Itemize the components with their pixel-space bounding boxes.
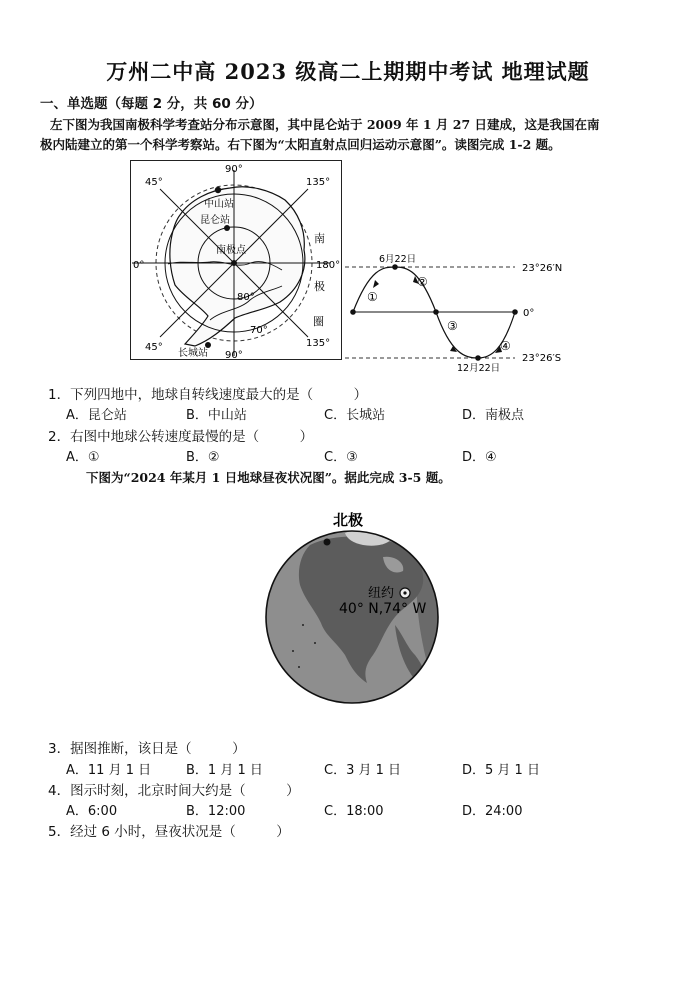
q3-option-d: D．5 月 1 日 [462,763,540,778]
q1-option-b: B．中山站 [186,408,247,423]
dec22-label: 12月22日 [457,363,501,374]
q2-option-a: A．① [66,450,100,465]
marker-3: ③ [447,319,458,333]
q3-option-c: C．3 月 1 日 [324,763,402,778]
q3-option-b: B．1 月 1 日 [186,763,263,778]
lon-90-bottom: 90° [225,350,243,360]
circle-char-1: 南 [314,232,325,245]
q2-option-b: B．② [186,450,220,465]
lon-45-nw: 45° [145,177,163,188]
q1-option-a: A．昆仑站 [66,408,127,423]
q2-option-d: D．④ [462,450,497,465]
q4-option-b: B．12:00 [186,804,246,819]
circle-char-2: 极 [314,280,325,293]
zhongshan-dot [215,187,221,193]
north-pole-dot [324,539,331,546]
north-pole-label: 北极 [333,511,364,529]
sun-direct-point-chart [345,250,575,375]
q5-stem: 5．经过 6 小时，昼夜状况是（ ） [48,824,290,840]
q1-option-c: C．长城站 [324,408,386,423]
lon-45-sw: 45° [145,342,163,353]
section-heading: 一、单选题（每题 2 分，共 60 分） [40,96,263,112]
zhongshan-label: 中山站 [204,199,234,210]
intro-line-2: 极内陆建立的第一个科学考察站。右下图为“太阳直射点回归运动示意图”。读图完成 1-2 题。 [40,137,561,152]
new-york-coords: 40° N,74° W [339,601,427,617]
q3-option-a: A．11 月 1 日 [66,763,152,778]
marker-1: ① [367,290,378,304]
tropic-n-label: 23°26′N [522,263,563,274]
q4-stem: 4．图示时刻，北京时间大约是（ ） [48,783,300,799]
lon-135-ne: 135° [306,177,331,188]
intro-2: 下图为“2024 年某月 1 日地球昼夜状况图”。据此完成 3-5 题。 [86,470,451,485]
kunlun-label: 昆仑站 [200,215,230,226]
equator-label: 0° [523,308,535,319]
marker-2: ② [417,275,428,289]
q4-option-a: A．6:00 [66,804,118,819]
changcheng-label: 长城站 [178,348,208,359]
jun22-label: 6月22日 [379,254,417,265]
q1-stem: 1．下列四地中，地球自转线速度最大的是（ ） [48,387,368,403]
q2-stem: 2．右图中地球公转速度最慢的是（ ） [48,429,314,445]
page-title: 万州二中高 2023 级高二上期期中考试 地理试题 [106,59,590,84]
lat-70: 70° [250,325,268,336]
globe-day-night-figure [255,505,450,705]
q2-option-c: C．③ [324,450,358,465]
antarctic-station-map [130,160,342,360]
circle-char-3: 圈 [313,315,324,328]
lon-90-top: 90° [225,164,243,175]
q4-option-c: C．18:00 [324,804,384,819]
intro-line-1: 左下图为我国南极科学考查站分布示意图，其中昆仑站于 2009 年 1 月 27 日建成，这是我国在南 [50,117,600,132]
south-pole-label: 南极点 [216,245,246,256]
lon-135-se: 135° [306,338,331,349]
new-york-label: 纽约 [368,586,395,601]
marker-4: ④ [500,339,511,353]
lon-0: 0° [133,260,145,271]
lon-180: 180° [316,260,341,271]
lat-80: 80° [237,292,255,303]
q1-option-d: D．南极点 [462,408,525,423]
tropic-s-label: 23°26′S [522,353,562,364]
q3-stem: 3．据图推断，该日是（ ） [48,741,246,757]
south-pole-dot [231,260,237,266]
q4-option-d: D．24:00 [462,804,523,819]
